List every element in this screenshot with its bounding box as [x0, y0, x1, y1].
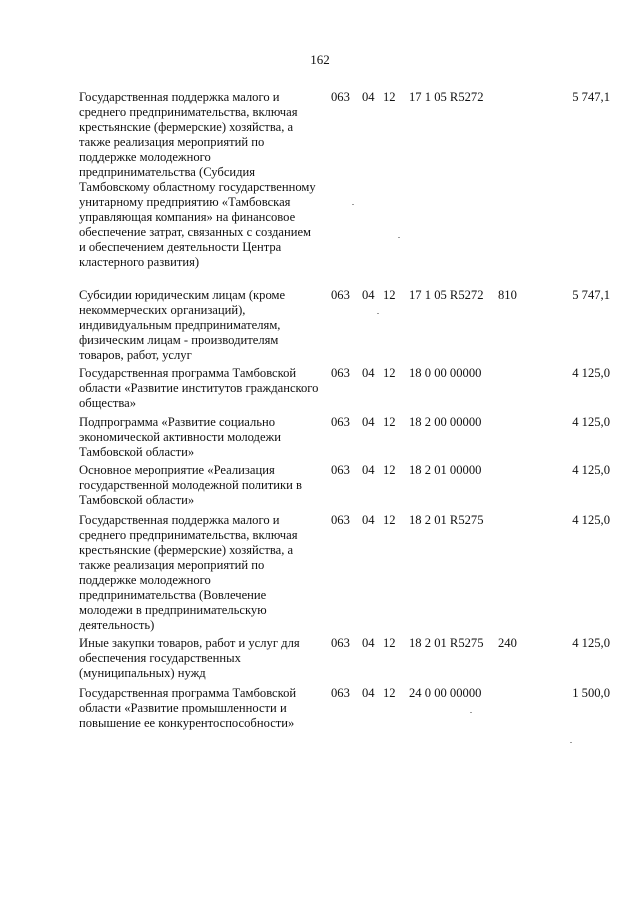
row-subsection-code: 12 — [383, 463, 396, 477]
row-name: Основное мероприятие «Реализация государственной молодежной политики в Тамбовской области» — [79, 463, 302, 507]
row-name: Государственная программа Тамбовской области «Развитие промышленности и повышение ее конкурентоспособности» — [79, 686, 297, 730]
row-section-code: 04 — [362, 90, 375, 104]
row-amount: 4 125,0 — [572, 366, 610, 380]
row-expense-type-code: 240 — [498, 636, 517, 650]
row-ministry-code: 063 — [331, 366, 350, 380]
row-subsection-code: 12 — [383, 686, 396, 700]
row-target-code: 18 2 01 R5275 — [409, 513, 484, 527]
row-amount: 4 125,0 — [572, 636, 610, 650]
row-section-code: 04 — [362, 636, 375, 650]
row-ministry-code: 063 — [331, 415, 350, 429]
row-name: Государственная поддержка малого и среднего предпринимательства, включая крестьянские (фермерские) хозяйства, а также реализация мероприятий по поддержке молодежного предпринимательства (Субсидия Тамбовскому областному государственному унитарному предприятию «Тамбовская управляющая компания» на финансовое обеспечение затрат, связанных с созданием и обеспечением деятельности Центра кластерного развития) — [79, 90, 316, 269]
row-amount: 4 125,0 — [572, 513, 610, 527]
row-name: Иные закупки товаров, работ и услуг для обеспечения государственных (муниципальных) нужд — [79, 636, 300, 680]
scan-speck — [470, 712, 472, 713]
row-target-code: 17 1 05 R5272 — [409, 90, 484, 104]
row-amount: 1 500,0 — [572, 686, 610, 700]
row-subsection-code: 12 — [383, 366, 396, 380]
row-ministry-code: 063 — [331, 513, 350, 527]
page-number: 162 — [310, 52, 330, 67]
row-target-code: 17 1 05 R5272 — [409, 288, 484, 302]
row-expense-type-code: 810 — [498, 288, 517, 302]
row-subsection-code: 12 — [383, 636, 396, 650]
row-section-code: 04 — [362, 366, 375, 380]
scan-speck — [398, 237, 400, 238]
row-target-code: 18 2 01 R5275 — [409, 636, 484, 650]
row-name: Подпрограмма «Развитие социально экономической активности молодежи Тамбовской области» — [79, 415, 281, 459]
row-name: Государственная программа Тамбовской области «Развитие институтов гражданского общества» — [79, 366, 319, 410]
row-subsection-code: 12 — [383, 90, 396, 104]
scan-speck — [352, 204, 354, 205]
row-section-code: 04 — [362, 463, 375, 477]
row-target-code: 18 0 00 00000 — [409, 366, 482, 380]
row-section-code: 04 — [362, 513, 375, 527]
row-name: Государственная поддержка малого и среднего предпринимательства, включая крестьянские (фермерские) хозяйства, а также реализация мероприятий по поддержке молодежного предпринимательства (Вовлечение молодежи в предпринимательскую деятельность) — [79, 513, 298, 632]
row-amount: 5 747,1 — [572, 288, 610, 302]
row-section-code: 04 — [362, 288, 375, 302]
row-target-code: 18 2 00 00000 — [409, 415, 482, 429]
scan-speck — [570, 742, 572, 743]
row-ministry-code: 063 — [331, 686, 350, 700]
row-ministry-code: 063 — [331, 636, 350, 650]
row-target-code: 24 0 00 00000 — [409, 686, 482, 700]
row-ministry-code: 063 — [331, 288, 350, 302]
row-subsection-code: 12 — [383, 288, 396, 302]
row-amount: 5 747,1 — [572, 90, 610, 104]
row-section-code: 04 — [362, 686, 375, 700]
row-subsection-code: 12 — [383, 513, 396, 527]
row-section-code: 04 — [362, 415, 375, 429]
row-target-code: 18 2 01 00000 — [409, 463, 482, 477]
row-amount: 4 125,0 — [572, 463, 610, 477]
scan-speck — [377, 313, 379, 314]
row-ministry-code: 063 — [331, 90, 350, 104]
row-name: Субсидии юридическим лицам (кроме некоммерческих организаций), индивидуальным предпринимателям, физическим лицам - производителям товаров, работ, услуг — [79, 288, 286, 362]
row-subsection-code: 12 — [383, 415, 396, 429]
row-ministry-code: 063 — [331, 463, 350, 477]
row-amount: 4 125,0 — [572, 415, 610, 429]
